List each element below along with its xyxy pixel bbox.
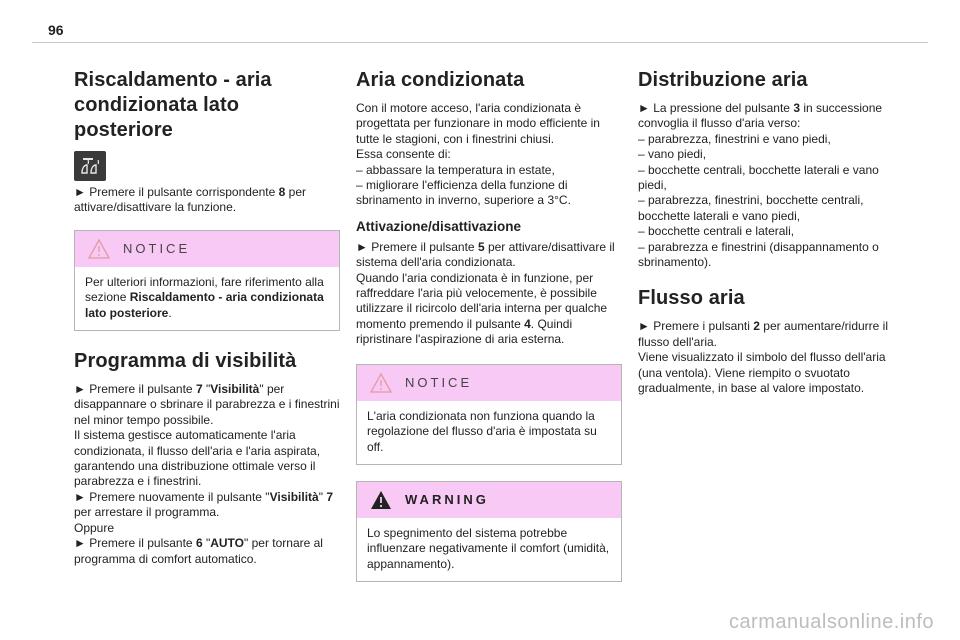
visibility-step-1: ► Premere il pulsante 7 "Visibilità" per disappannare o sbrinare il parabrezza e i finestrini nel minor tempo possibile. [74,382,340,427]
notice-text: L'aria condizionata non funziona quando la regolazione del flusso d'aria è impostata su off. [367,408,597,454]
visibility-or: Oppure [74,520,115,535]
notice-title: NOTICE [405,375,473,391]
ac-item-1: – abbassare la temperatura in estate, [356,162,555,177]
watermark: carmanualsonline.info [728,611,934,633]
notice-box-ac [356,364,622,465]
distribution-item: – bocchette centrali e laterali, [638,224,795,239]
visibility-step-2: ► Premere nuovamente il pulsante "Visibilità" 7 per arrestare il programma. [74,489,333,520]
distribution-item: – parabrezza e finestrini (disappannamento o sbrinamento). [638,239,879,270]
notice-text: Per ulteriori informazioni, fare riferimento alla sezione Riscaldamento - aria condizionata lato posteriore. [85,274,324,320]
distribution-item: – parabrezza, finestrini, bocchette centrali, bocchette laterali e vano piedi, [638,193,864,223]
section-title-air-flow: Flusso aria [638,287,745,310]
warning-filled-triangle-icon [369,489,393,511]
warning-text: Lo spegnimento del sistema potrebbe influenzare negativamente il comfort (umidità, appannamento). [367,525,610,571]
distribution-step: ► La pressione del pulsante 3 in successione convoglia il flusso d'aria verso: [638,101,883,131]
visibility-description: Il sistema gestisce automaticamente l'aria condizionata, il flusso dell'aria e l'aria aspirata, garantendo una distribuzione ottimale verso il parabrezza e i finestrini. [74,428,321,489]
airflow-description: Viene visualizzato il simbolo del flusso dell'aria (una ventola). Viene riempito o svuotato gradualmente, in base al valore impostato. [638,350,886,396]
rear-climate-icon [74,151,106,181]
notice-box-rear [74,230,340,331]
section-title-ac: Aria condizionata [356,69,525,91]
ac-activation-step: ► Premere il pulsante 5 per attivare/disattivare il sistema dell'aria condizionata. [356,239,615,270]
ac-intro-2: Essa consente di: [356,147,451,162]
section-title-visibility: Programma di visibilità [74,350,297,373]
warning-box-ac [356,481,622,582]
airflow-step: ► Premere i pulsanti 2 per aumentare/ridurre il flusso dell'aria. [638,319,889,349]
section-title-air-distribution: Distribuzione aria [638,69,808,91]
ac-recirculation-note: Quando l'aria condizionata è in funzione, per raffreddare l'aria più velocemente, è possibile utilizzare il ricircolo dell'aria interna per qualche momento premendo il pulsante 4. Quindi ripristinare l'aspirazione di aria esterna. [356,270,608,347]
ac-item-2: – migliorare l'efficienza della funzione di sbrinamento in inverno, superiore a 3°C. [356,178,571,208]
visibility-step-3: ► Premere il pulsante 6 "AUTO" per tornare al programma di comfort automatico. [74,536,323,566]
warning-triangle-icon [87,238,111,260]
ac-intro: Con il motore acceso, l'aria condizionata è progettata per funzionare in modo efficiente in tutte le stagioni, con i finestrini chiusi. [356,101,600,146]
warning-title: WARNING [405,492,489,508]
distribution-item: – bocchette centrali, bocchette laterali e vano piedi, [638,162,879,193]
section-title-rear-climate: Riscaldamento - aria condizionata lato posteriore [74,69,272,141]
rear-climate-instruction: ► Premere il pulsante corrispondente 8 per attivare/disattivare la funzione. [74,185,307,215]
page-number: 96 [48,22,64,38]
column-3 [638,68,904,397]
column-1 [74,68,340,567]
subtitle-activation: Attivazione/disattivazione [356,218,522,234]
distribution-item: – parabrezza, finestrini e vano piedi, [638,131,831,146]
notice-header [357,365,621,401]
distribution-item: – vano piedi, [638,147,707,162]
header-rule [32,42,928,43]
notice-header [75,231,339,267]
warning-header [357,482,621,518]
notice-title: NOTICE [123,241,191,257]
column-2 [356,68,622,582]
warning-triangle-icon [369,372,393,394]
